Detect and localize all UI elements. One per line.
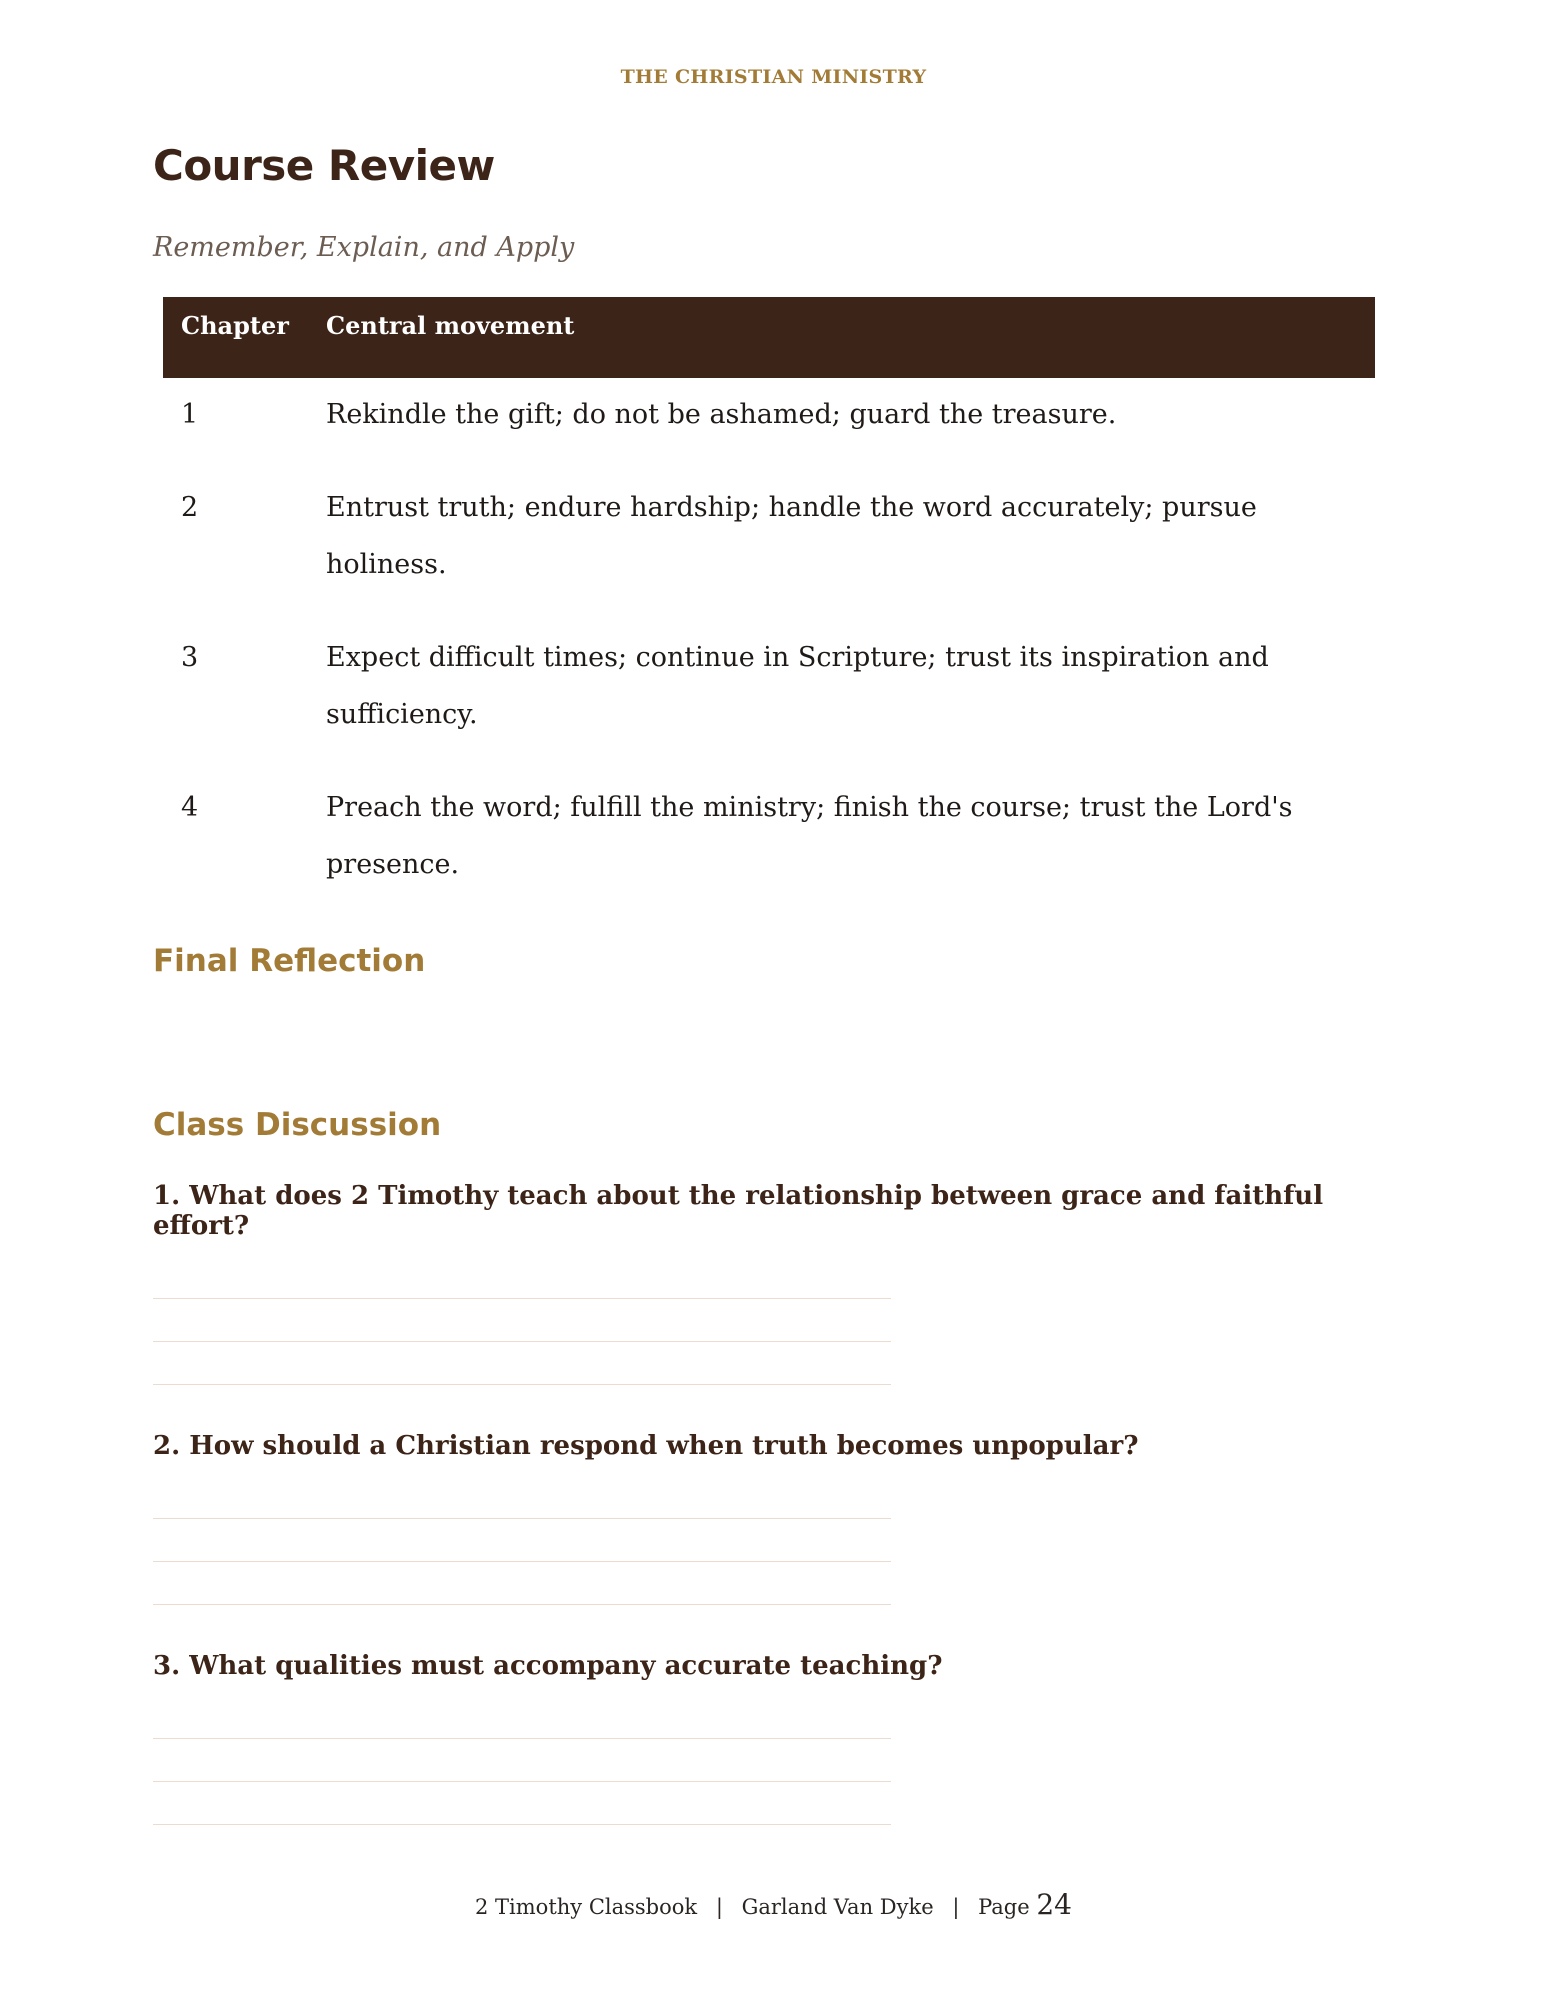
answer-line[interactable] <box>153 1696 891 1739</box>
answer-line[interactable] <box>153 1342 891 1385</box>
answer-line[interactable] <box>153 1256 891 1299</box>
footer-separator: | <box>952 1895 960 1919</box>
answer-line[interactable] <box>153 1299 891 1342</box>
chapter-cell: 3 <box>181 642 199 673</box>
footer-author: Garland Van Dyke <box>741 1895 934 1919</box>
answer-lines <box>153 1696 891 1825</box>
table-row <box>163 378 1375 471</box>
table-row <box>163 471 1375 621</box>
class-discussion-heading: Class Discussion <box>153 1107 442 1143</box>
discussion-question: 1. What does 2 Timothy teach about the relationship between grace and faithful effort? <box>153 1181 1324 1241</box>
running-head: THE CHRISTIAN MINISTRY <box>620 66 927 88</box>
answer-lines <box>153 1256 891 1385</box>
course-review-table <box>163 297 1375 921</box>
column-header-chapter: Chapter <box>163 297 308 378</box>
table-row <box>163 771 1375 921</box>
answer-line[interactable] <box>153 1782 891 1825</box>
answer-lines <box>153 1476 891 1605</box>
table-row <box>163 621 1375 771</box>
movement-cell: Entrust truth; endure hardship; handle the word accurately; pursue holiness. <box>326 492 1257 580</box>
final-reflection-heading: Final Reflection <box>153 943 426 979</box>
chapter-cell: 1 <box>181 399 199 430</box>
footer-page-number: 24 <box>1036 1888 1072 1921</box>
answer-line[interactable] <box>153 1562 891 1605</box>
movement-cell: Expect difficult times; continue in Scripture; trust its inspiration and sufficiency. <box>326 642 1269 730</box>
page-subtitle: Remember, Explain, and Apply <box>153 232 575 263</box>
page-footer <box>0 1888 1547 1921</box>
discussion-question: 2. How should a Christian respond when truth becomes unpopular? <box>153 1431 1139 1461</box>
table-header-row <box>163 297 1375 378</box>
page-title: Course Review <box>153 141 495 190</box>
chapter-cell: 4 <box>181 792 199 823</box>
movement-cell: Rekindle the gift; do not be ashamed; guard the treasure. <box>326 399 1117 430</box>
chapter-cell: 2 <box>181 492 199 523</box>
movement-cell: Preach the word; fulfill the ministry; finish the course; trust the Lord's presence. <box>326 792 1293 880</box>
answer-line[interactable] <box>153 1476 891 1519</box>
column-header-central-movement: Central movement <box>308 297 1375 378</box>
answer-line[interactable] <box>153 1519 891 1562</box>
footer-separator: | <box>715 1895 723 1919</box>
page-content <box>153 135 1393 1825</box>
footer-page-label: Page <box>978 1895 1030 1919</box>
discussion-question: 3. What qualities must accompany accurate teaching? <box>153 1651 943 1681</box>
footer-book-title: 2 Timothy Classbook <box>475 1895 698 1919</box>
answer-line[interactable] <box>153 1739 891 1782</box>
